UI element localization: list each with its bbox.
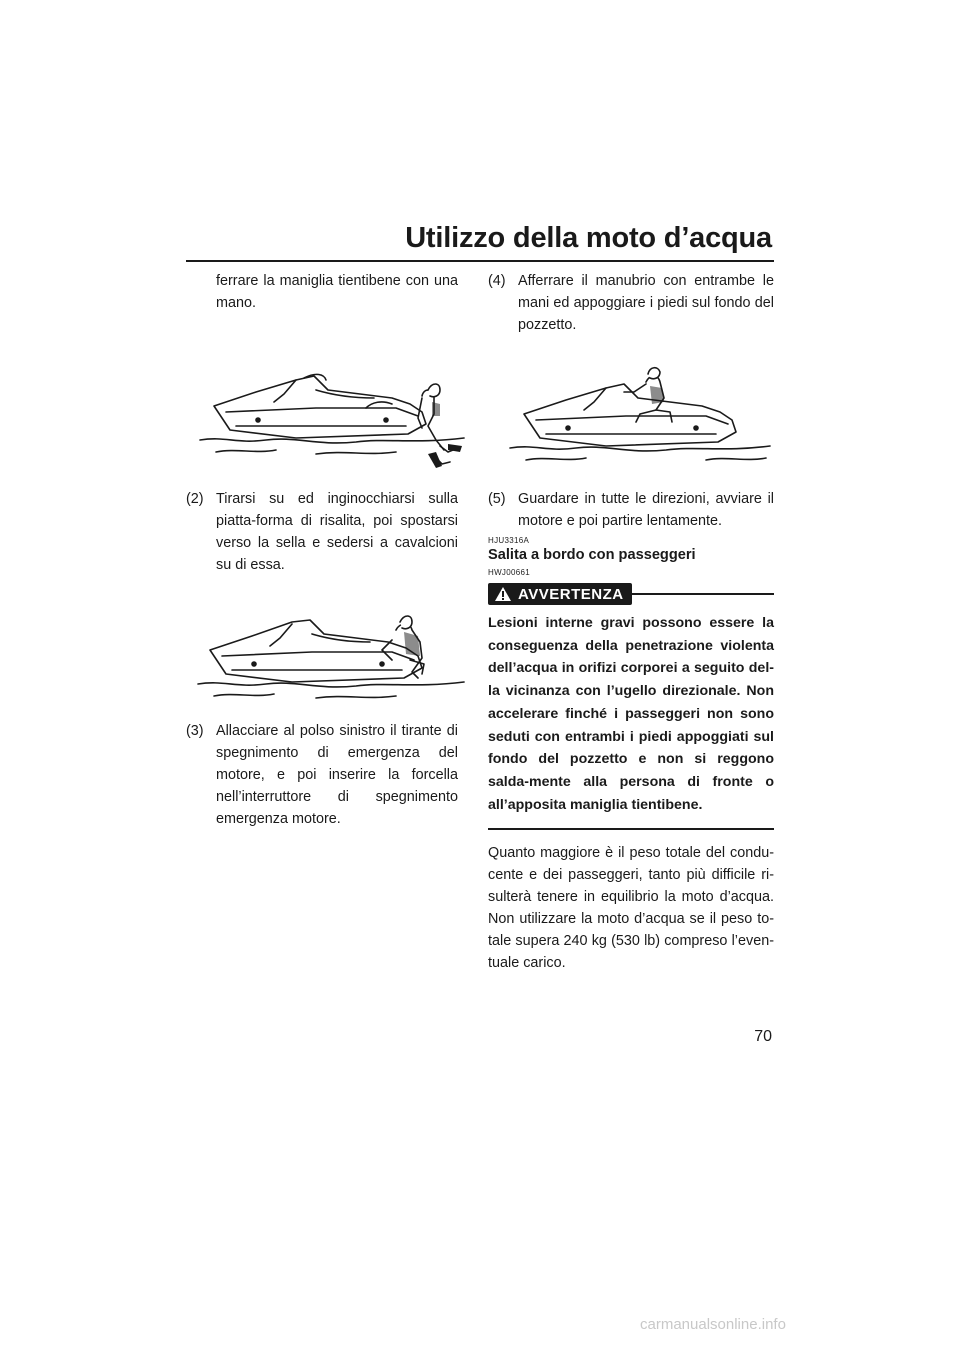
step-3-text: Allacciare al polso sinistro il tirante di spegnimento di emergenza del motore, e poi inserire la forcella nell’interruttore di spegnimento emergenza motore. [216, 723, 458, 827]
jetski-illustration-3 [506, 362, 774, 470]
jetski-illustration-1 [196, 368, 468, 474]
watermark: carmanualsonline.info [640, 1316, 786, 1333]
step-5 [488, 488, 774, 532]
warning-triangle-icon [494, 586, 512, 602]
step-4 [488, 270, 774, 336]
title-rule [186, 260, 774, 262]
warning-text: Lesioni interne gravi possono essere la conseguenza della penetrazione violenta dell’acqua in orifizi corporei a seguito del-la vicinanza con l’ugello direzionale. Non accelerare finché i passeggeri non sono seduti con entrambi i piedi appoggiati sul fondo del pozzetto e non si reggono salda-mente alla persona di fronte o all’apposita maniglia tientibene. [488, 615, 774, 813]
warning-code: HWJ00661 [488, 568, 530, 577]
step-3-number: (3) [186, 723, 204, 739]
step-5-number: (5) [488, 491, 506, 507]
step-3 [186, 720, 458, 830]
section-code: HJU3316A [488, 536, 530, 545]
warning-badge [488, 583, 632, 605]
step-2 [186, 488, 458, 576]
warning-end-rule [488, 828, 774, 830]
step-5-text: Guardare in tutte le direzioni, avviare il motore e poi partire lentamente. [518, 491, 774, 529]
warning-label: AVVERTENZA [518, 585, 624, 603]
step-2-text: Tirarsi su ed inginocchiarsi sulla piatta-forma di risalita, poi spostarsi verso la sella e sedersi a cavalcioni su di essa. [216, 491, 458, 573]
step-4-number: (4) [488, 273, 506, 289]
warning-header [488, 582, 774, 606]
step-2-number: (2) [186, 491, 204, 507]
passengers-section [488, 536, 774, 974]
page-number: 70 [754, 1028, 772, 1045]
section-title: Salita a bordo con passeggeri [488, 547, 696, 563]
left-intro [186, 270, 458, 314]
jetski-illustration-2 [196, 602, 468, 708]
warning-rule [632, 593, 774, 595]
body-text: Quanto maggiore è il peso totale del condu-cente e dei passeggeri, tanto più difficile ri-sulterà tenere in equilibrio la moto d’acqua. Non utilizzare la moto d’acqua se il peso to-tale supera 240 kg (530 lb) compreso l’even-tuale carico. [488, 845, 774, 972]
intro-text: ferrare la maniglia tientibene con una mano. [216, 273, 458, 311]
step-4-text: Afferrare il manubrio con entrambe le mani ed appoggiare i piedi sul fondo del pozzetto. [518, 273, 774, 333]
page-title: Utilizzo della moto d’acqua [405, 222, 772, 254]
